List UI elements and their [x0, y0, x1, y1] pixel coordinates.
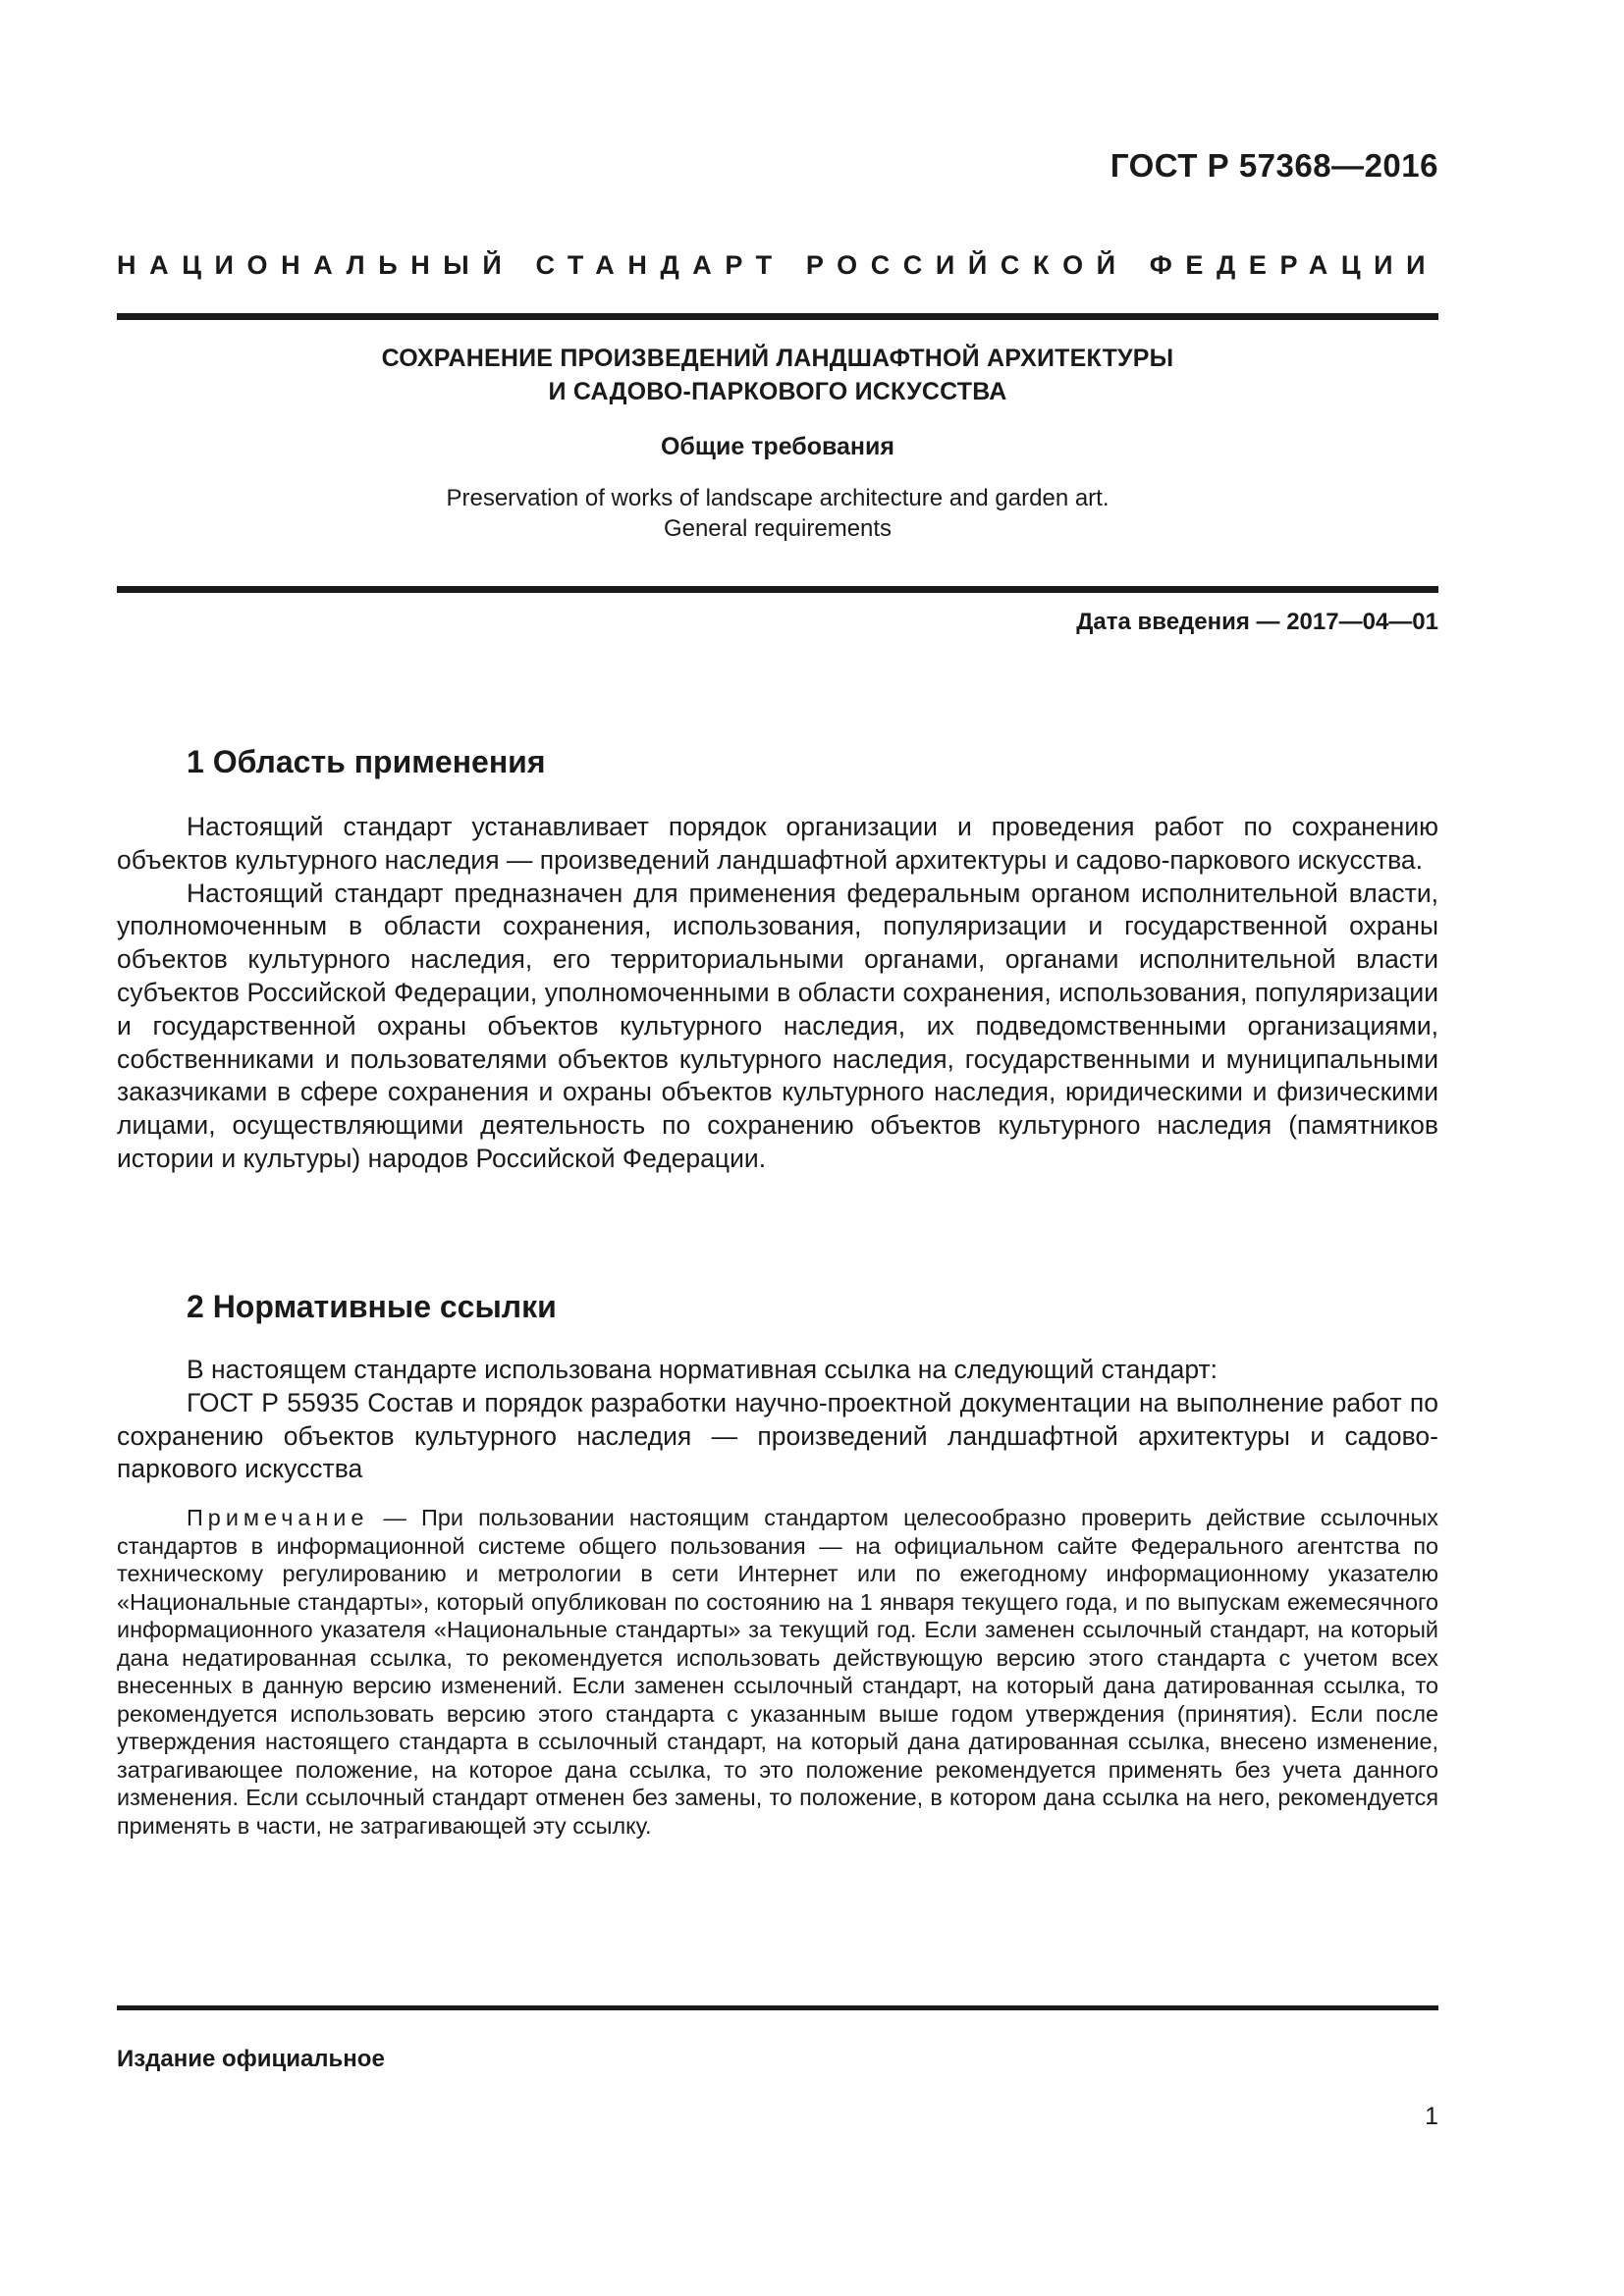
section-1-paragraph-2: Настоящий стандарт предназначен для применения федеральным органом исполнительной власти, уполномоченным в области сохранения, использования, популяризации и государственной охраны объектов культурного наследия, его территориальными органами, органами исполнительной власти субъектов Российской Федерации, уполномоченными в области сохранения, использования, популяризации и государственной охраны объектов культурного наследия, их подведомственными организациями, собственниками и пользователями объектов культурного наследия, государственными и муниципальными заказчиками в сфере сохранения и охраны объектов культурного наследия, юридическими и физическими лицами, осуществляющими деятельность по сохранению объектов культурного наследия (памятников истории и культуры) народов Российской Федерации.	[117, 878, 1438, 1173]
section-2-heading: 2 Нормативные ссылки	[187, 1289, 557, 1324]
note-label: Примечание	[187, 1505, 369, 1530]
section-1-body	[117, 811, 1438, 1176]
title-divider	[117, 586, 1438, 593]
english-title-line-1: Preservation of works of landscape architecture and garden art.	[446, 485, 1110, 511]
section-2-paragraph-1: В настоящем стандарте использована нормативная ссылка на следующий стандарт:	[187, 1355, 1218, 1384]
top-divider	[117, 313, 1438, 320]
footer-divider	[117, 2005, 1438, 2010]
gost-number: ГОСТ Р 57368—2016	[1110, 147, 1438, 184]
section-1-paragraph-1: Настоящий стандарт устанавливает порядок организации и проведения работ по сохранению объектов культурного наследия — произведений ландшафтной архитектуры и садово-паркового искусства.	[117, 812, 1438, 875]
national-standard-heading: НАЦИОНАЛЬНЫЙ СТАНДАРТ РОССИЙСКОЙ ФЕДЕРАЦИИ	[117, 250, 1438, 280]
english-title	[117, 483, 1438, 544]
official-edition-label: Издание официальное	[117, 2046, 385, 2072]
subtitle: Общие требования	[660, 433, 894, 460]
document-page	[117, 0, 1438, 2296]
title-line-1: СОХРАНЕНИЕ ПРОИЗВЕДЕНИЙ ЛАНДШАФТНОЙ АРХИТЕКТУРЫ	[381, 345, 1174, 372]
note-text: — При пользовании настоящим стандартом целесообразно проверить действие ссылочных стандартов в информационной системе общего пользования — на официальном сайте Федерального агентства по техническому регулированию и метрологии в сети Интернет или по ежегодному информационному указателю «Национальные стандарты», который опубликован по состоянию на 1 января текущего года, и по выпускам ежемесячного информационного указателя «Национальные стандарты» за текущий год. Если заменен ссылочный стандарт, на который дана недатированная ссылка, то рекомендуется использовать действующую версию этого стандарта с учетом всех внесенных в данную версию изменений. Если заменен ссылочный стандарт, на который дана датированная ссылка, то рекомендуется использовать версию этого стандарта с указанным выше годом утверждения (принятия). Если после утверждения настоящего стандарта в ссылочный стандарт, на который дана датированная ссылка, внесено изменение, затрагивающее положение, на которое дана ссылка, то это положение рекомендуется применять без учета данного изменения. Если ссылочный стандарт отменен без замены, то положение, в котором дана ссылка на него, рекомендуется применять в части, не затрагивающей эту ссылку.	[117, 1505, 1438, 1839]
section-1-heading: 1 Область применения	[187, 744, 546, 779]
note	[117, 1504, 1438, 1840]
english-title-line-2: General requirements	[663, 515, 893, 542]
title-line-2: И САДОВО-ПАРКОВОГО ИСКУССТВА	[548, 378, 1007, 405]
title-block	[117, 342, 1438, 544]
page-number: 1	[1425, 2103, 1438, 2130]
section-2-body	[117, 1354, 1438, 1486]
introduction-date: Дата введения — 2017—04—01	[1076, 609, 1438, 635]
section-2-paragraph-2: ГОСТ Р 55935 Состав и порядок разработки научно-проектной документации на выполнение работ по сохранению объектов культурного наследия — произведений ландшафтной архитектуры и садово-паркового искусства	[117, 1387, 1438, 1484]
